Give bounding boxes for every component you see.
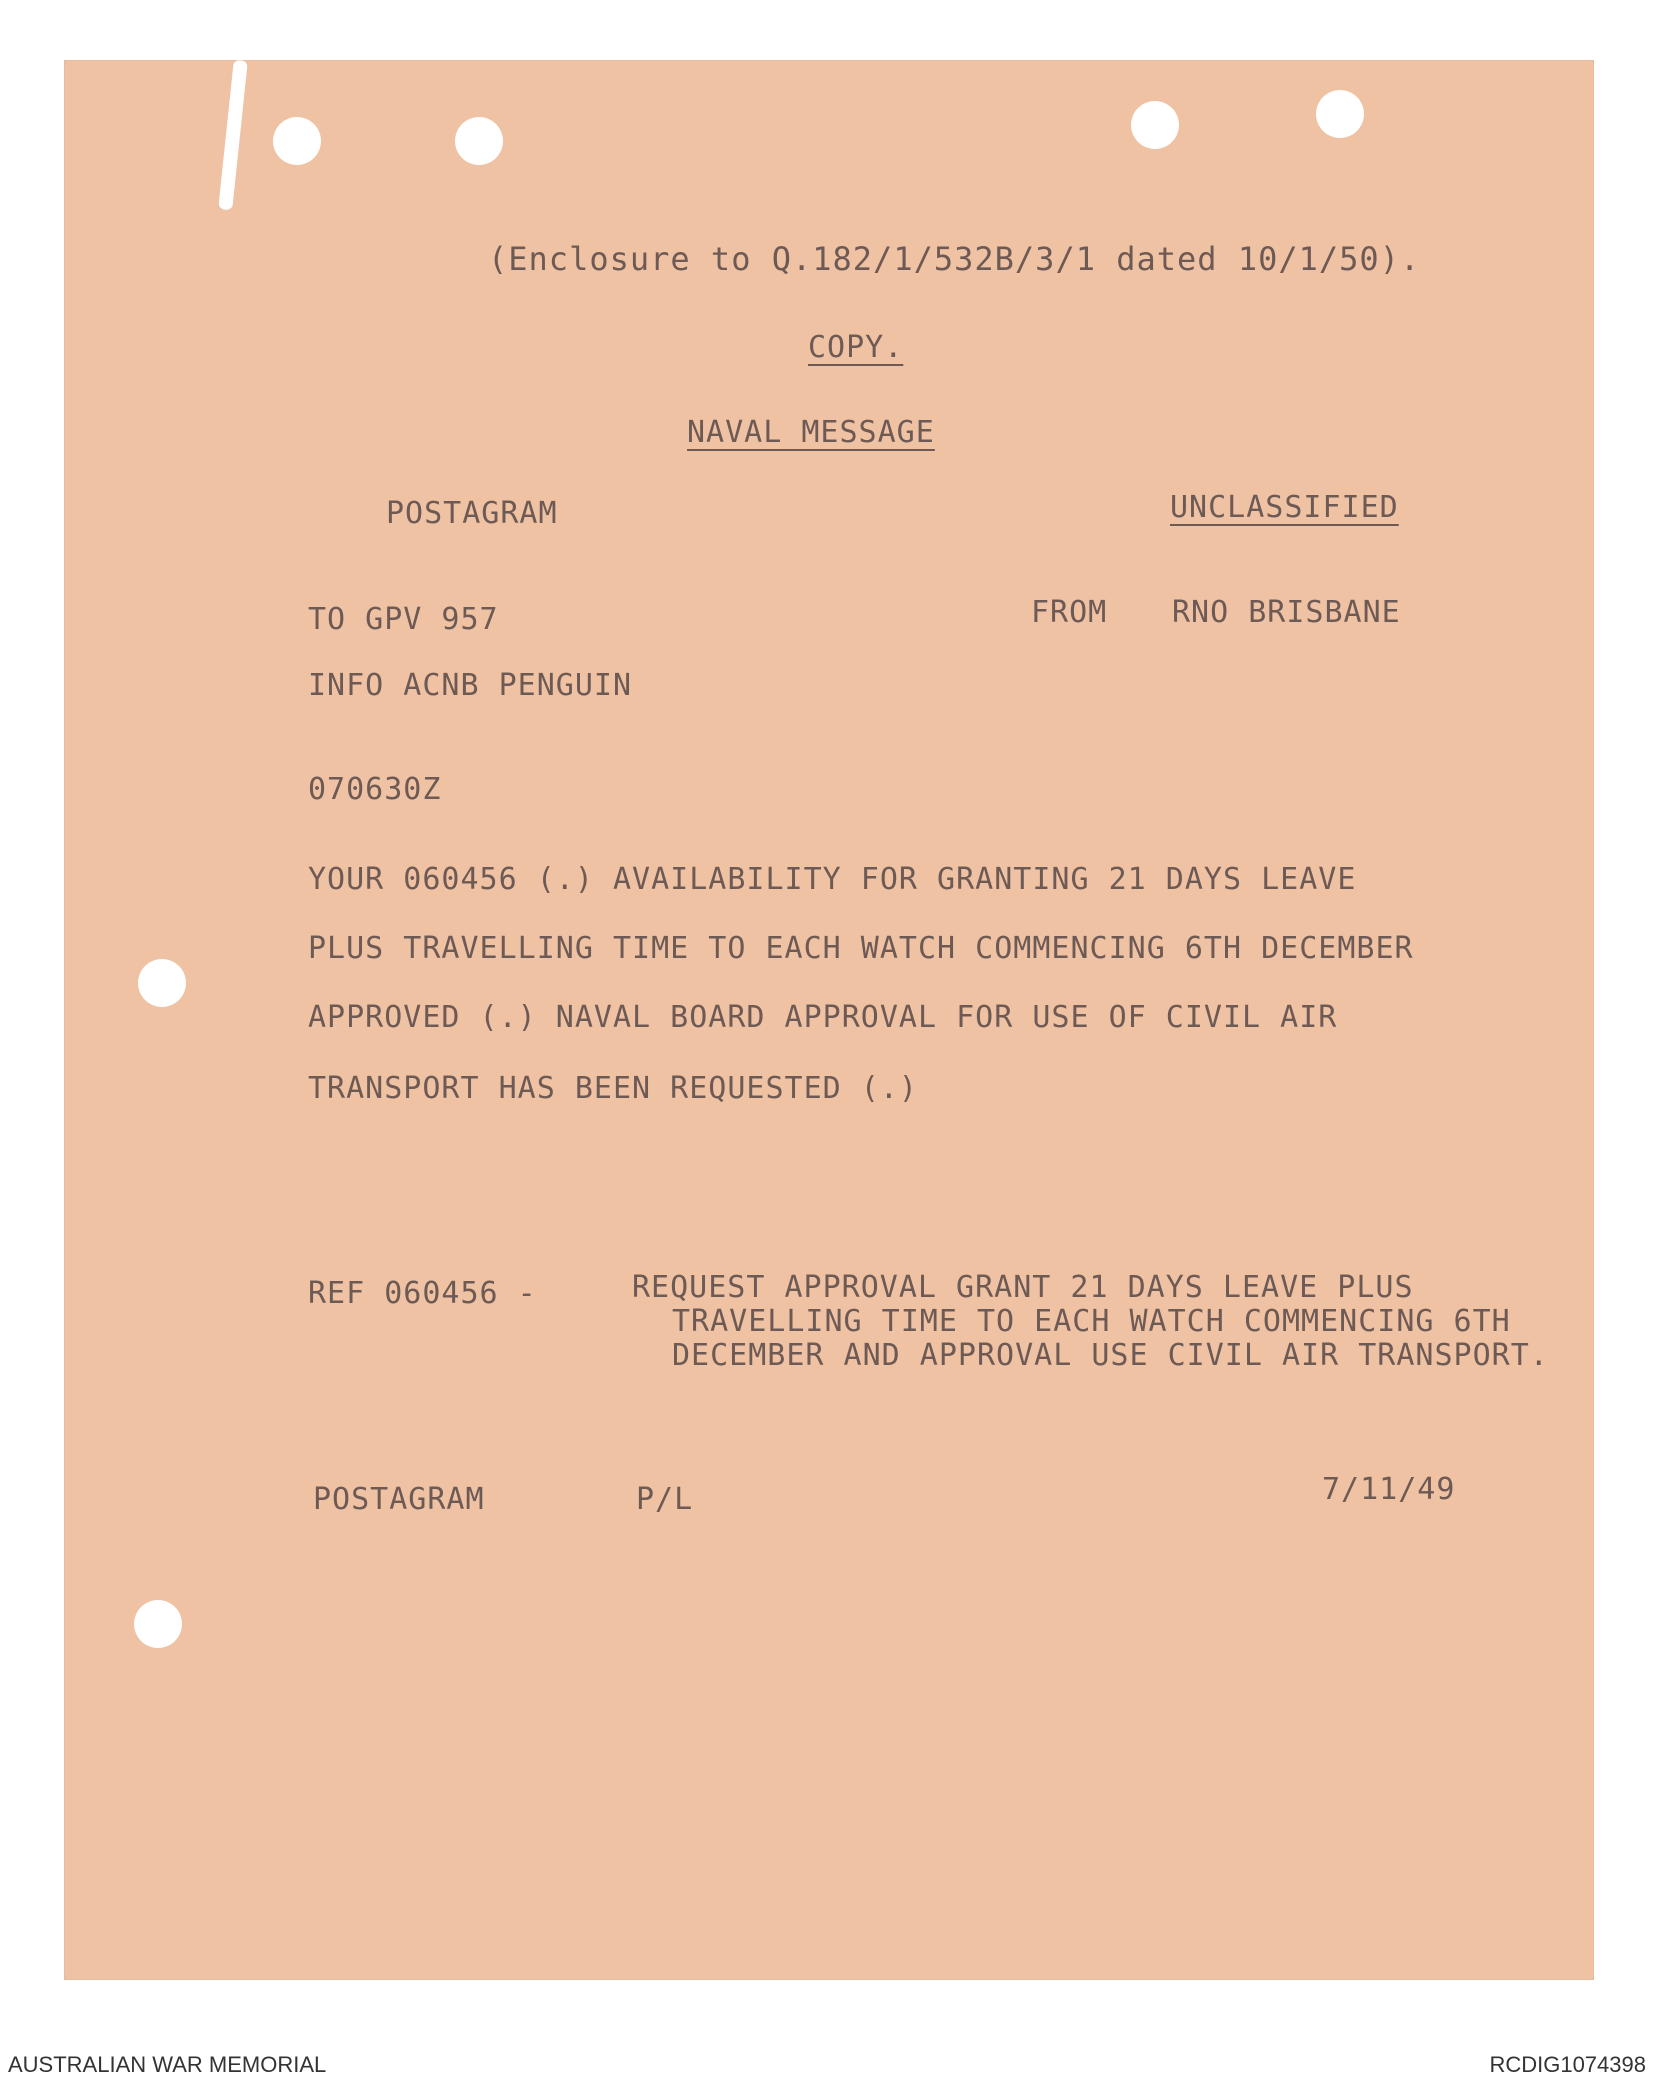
info-line: INFO ACNB PENGUIN	[308, 668, 633, 703]
punch-hole-top-2	[455, 117, 503, 165]
punch-hole-left-2	[134, 1600, 182, 1648]
copy-label: COPY.	[808, 330, 904, 365]
closing-postagram: POSTAGRAM	[313, 1482, 485, 1517]
document-title: NAVAL MESSAGE	[687, 415, 935, 450]
footer-record-id: RCDIG1074398	[1489, 2052, 1646, 2077]
closing-pl: P/L	[636, 1482, 694, 1517]
ref-line-3: DECEMBER AND APPROVAL USE CIVIL AIR TRANSPORT.	[672, 1338, 1549, 1373]
footer-institution: AUSTRALIAN WAR MEMORIAL	[8, 2052, 327, 2077]
punch-hole-left-1	[138, 959, 186, 1007]
punch-hole-top-1	[273, 117, 321, 165]
body-line-4: TRANSPORT HAS BEEN REQUESTED (.)	[308, 1071, 918, 1106]
classification: UNCLASSIFIED	[1170, 490, 1399, 525]
body-line-2: PLUS TRAVELLING TIME TO EACH WATCH COMMENCING 6TH DECEMBER	[308, 931, 1414, 966]
closing-date: 7/11/49	[1322, 1472, 1456, 1507]
punch-hole-top-3	[1131, 101, 1179, 149]
ref-line-2: TRAVELLING TIME TO EACH WATCH COMMENCING 6TH	[672, 1304, 1511, 1339]
message-type: POSTAGRAM	[386, 496, 558, 531]
from-value: RNO BRISBANE	[1172, 595, 1401, 630]
from-label: FROM	[1031, 595, 1108, 630]
enclosure-line: (Enclosure to Q.182/1/532B/3/1 dated 10/1/50).	[488, 240, 1421, 278]
body-line-1: YOUR 060456 (.) AVAILABILITY FOR GRANTING 21 DAYS LEAVE	[308, 862, 1357, 897]
body-line-3: APPROVED (.) NAVAL BOARD APPROVAL FOR USE OF CIVIL AIR	[308, 1000, 1338, 1035]
ref-label: REF 060456 -	[308, 1276, 537, 1311]
punch-hole-top-4	[1316, 90, 1364, 138]
ref-line-1: REQUEST APPROVAL GRANT 21 DAYS LEAVE PLUS	[632, 1270, 1414, 1305]
to-line: TO GPV 957	[308, 602, 499, 637]
date-time-group: 070630Z	[308, 772, 442, 807]
